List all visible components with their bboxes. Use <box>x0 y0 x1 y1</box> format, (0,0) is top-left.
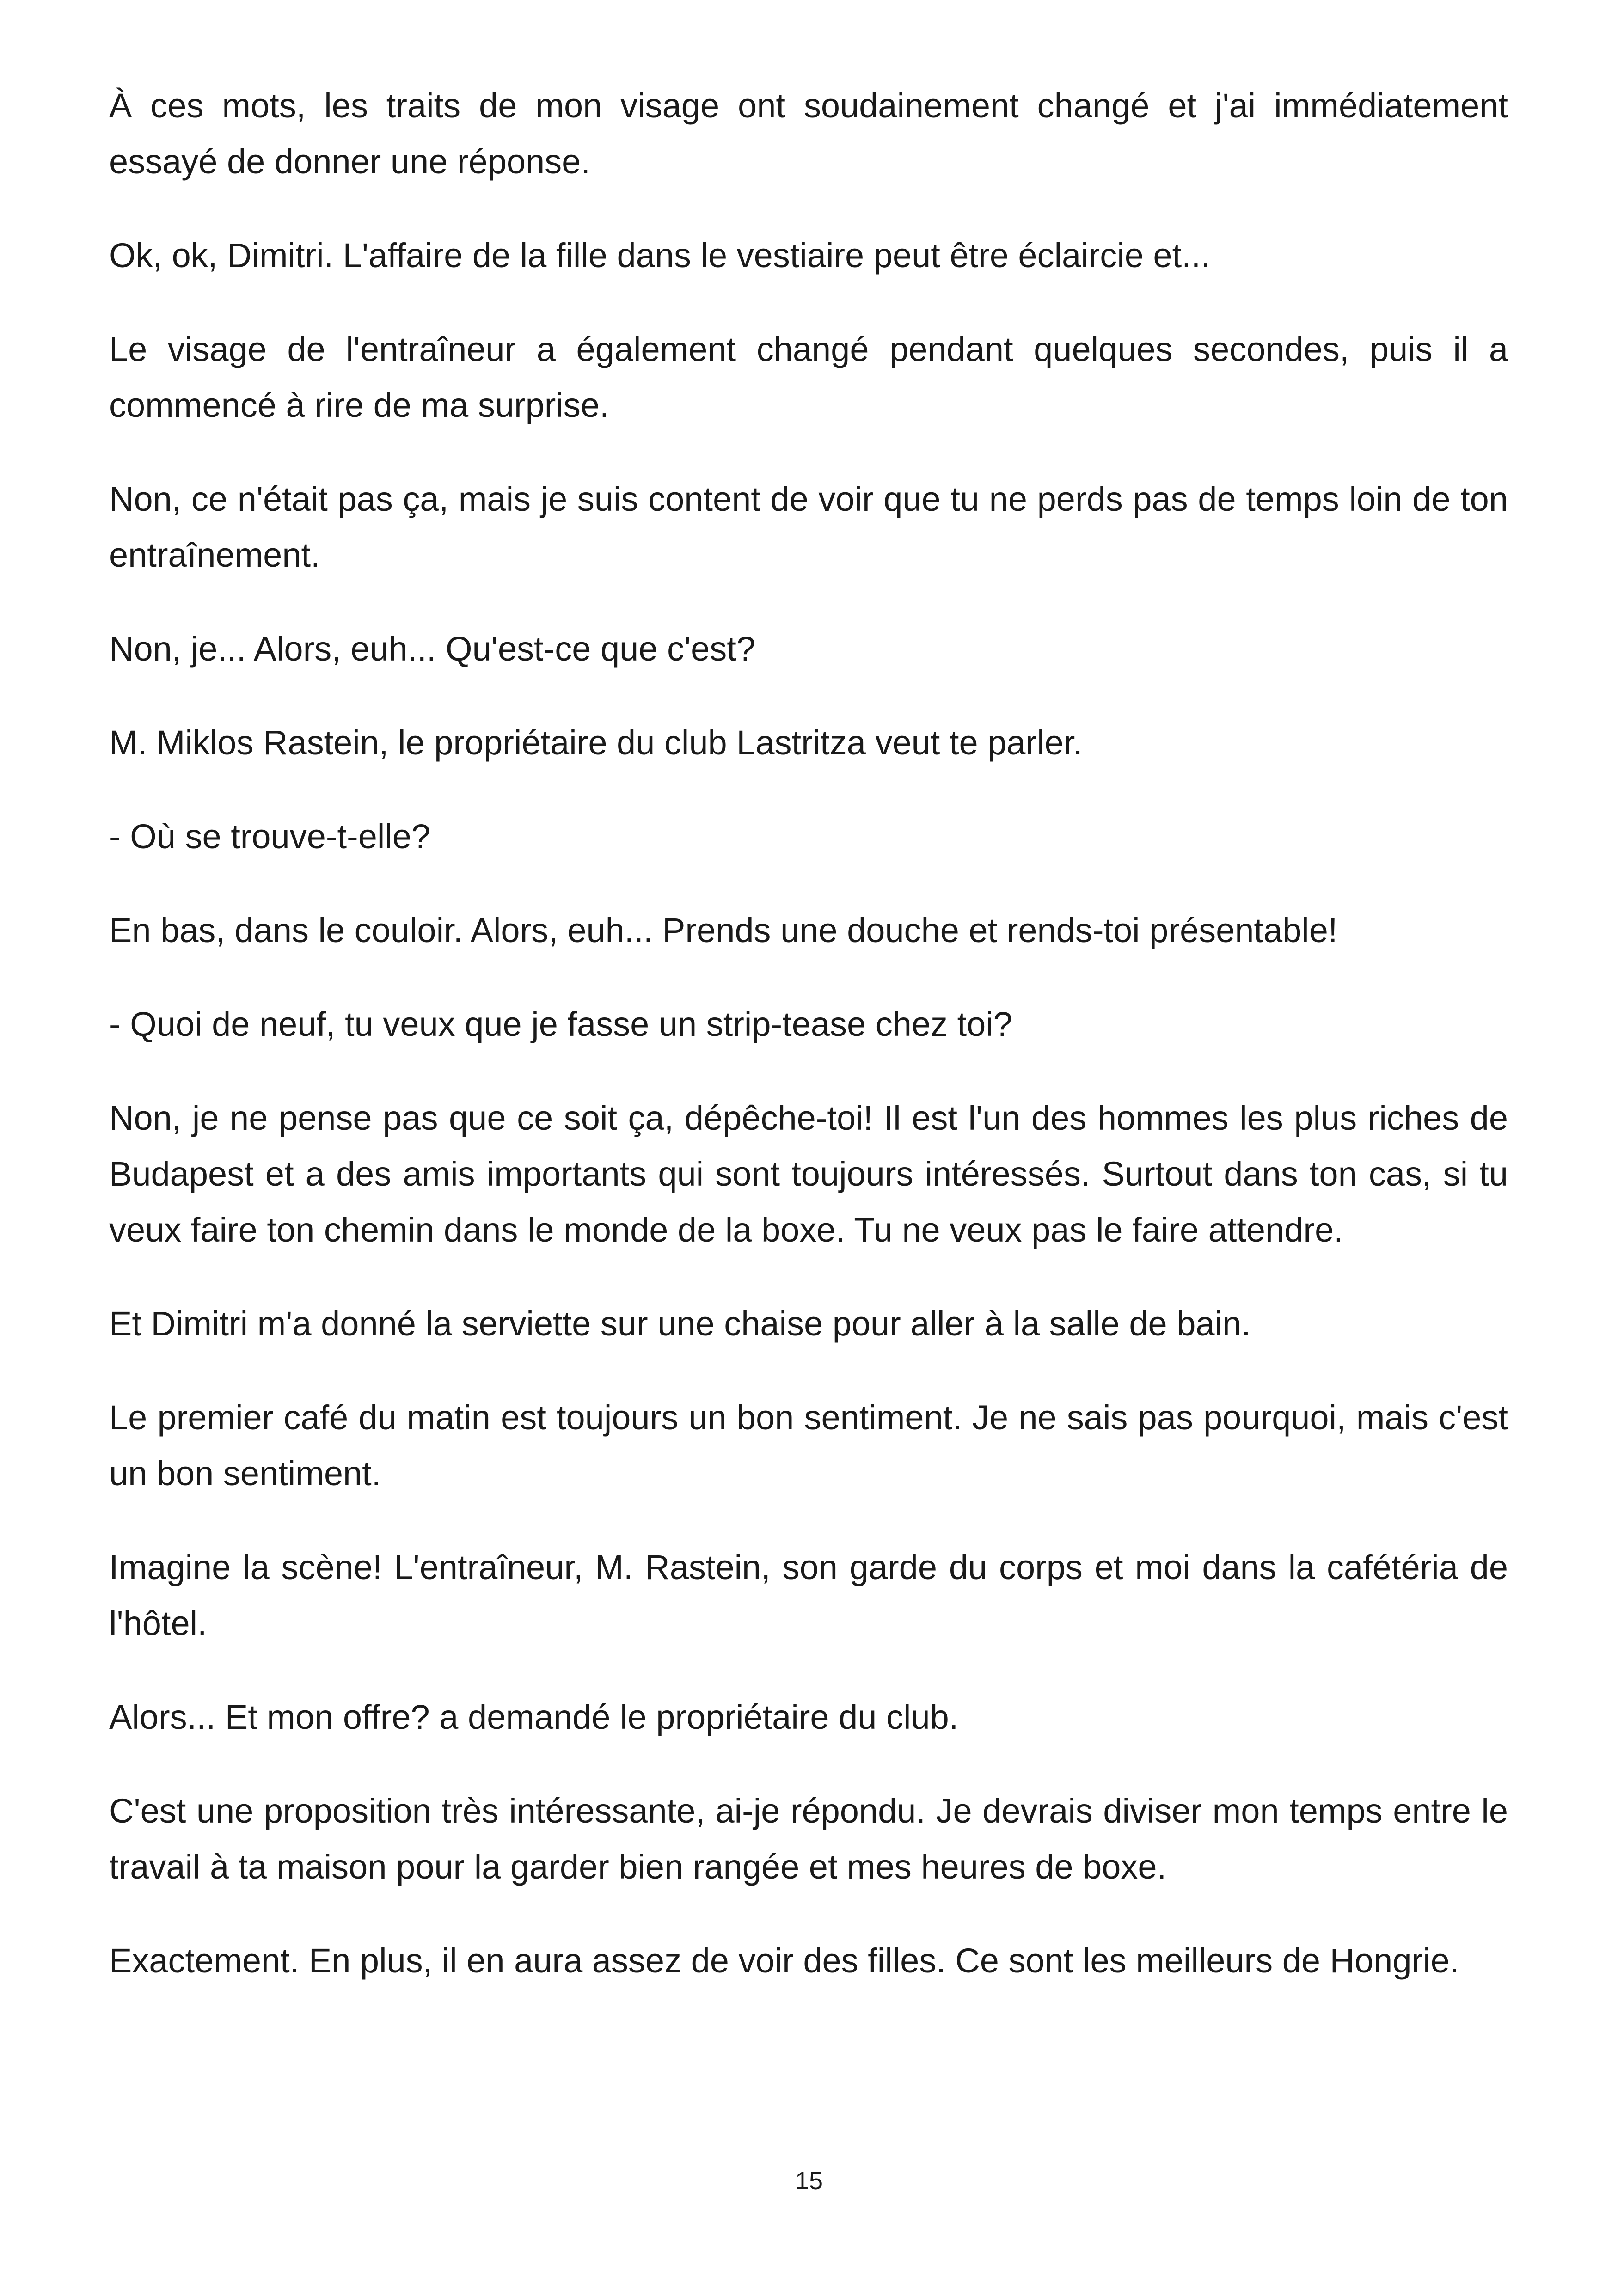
paragraph: Le visage de l'entraîneur a également changé pendant quelques secondes, puis il a commencé à rire de ma surprise. <box>109 330 1508 424</box>
paragraph: Non, je... Alors, euh... Qu'est-ce que c'est? <box>109 630 755 668</box>
paragraph: En bas, dans le couloir. Alors, euh... Prends une douche et rends-toi présentable! <box>109 911 1338 949</box>
paragraph: Non, je ne pense pas que ce soit ça, dépêche-toi! Il est l'un des hommes les plus riches de Budapest et a des amis importants qui sont toujours intéressés. Surtout dans ton cas, si tu veux faire ton chemin dans le monde de la boxe. Tu ne veux pas le faire attendre. <box>109 1099 1508 1249</box>
paragraph: Non, ce n'était pas ça, mais je suis content de voir que tu ne perds pas de temps loin de ton entraînement. <box>109 480 1508 574</box>
paragraph: - Où se trouve-t-elle? <box>109 817 431 856</box>
paragraph: C'est une proposition très intéressante, ai-je répondu. Je devrais diviser mon temps entre le travail à ta maison pour la garder bien rangée et mes heures de boxe. <box>109 1792 1508 1886</box>
paragraph: Et Dimitri m'a donné la serviette sur une chaise pour aller à la salle de bain. <box>109 1304 1251 1343</box>
paragraph: Alors... Et mon offre? a demandé le propriétaire du club. <box>109 1698 959 1736</box>
paragraph: Imagine la scène! L'entraîneur, M. Rastein, son garde du corps et moi dans la cafétéria de l'hôtel. <box>109 1548 1508 1642</box>
paragraph: Ok, ok, Dimitri. L'affaire de la fille dans le vestiaire peut être éclaircie et... <box>109 236 1210 275</box>
paragraph: Exactement. En plus, il en aura assez de voir des filles. Ce sont les meilleurs de Hongrie. <box>109 1941 1459 1980</box>
paragraph: À ces mots, les traits de mon visage ont soudainement changé et j'ai immédiatement essayé de donner une réponse. <box>109 86 1508 181</box>
paragraph: M. Miklos Rastein, le propriétaire du club Lastritza veut te parler. <box>109 723 1083 762</box>
paragraph: - Quoi de neuf, tu veux que je fasse un strip-tease chez toi? <box>109 1005 1012 1043</box>
paragraph: Le premier café du matin est toujours un bon sentiment. Je ne sais pas pourquoi, mais c'est un bon sentiment. <box>109 1398 1508 1493</box>
page-body <box>109 78 1508 2027</box>
page-number: 15 <box>795 2167 823 2195</box>
